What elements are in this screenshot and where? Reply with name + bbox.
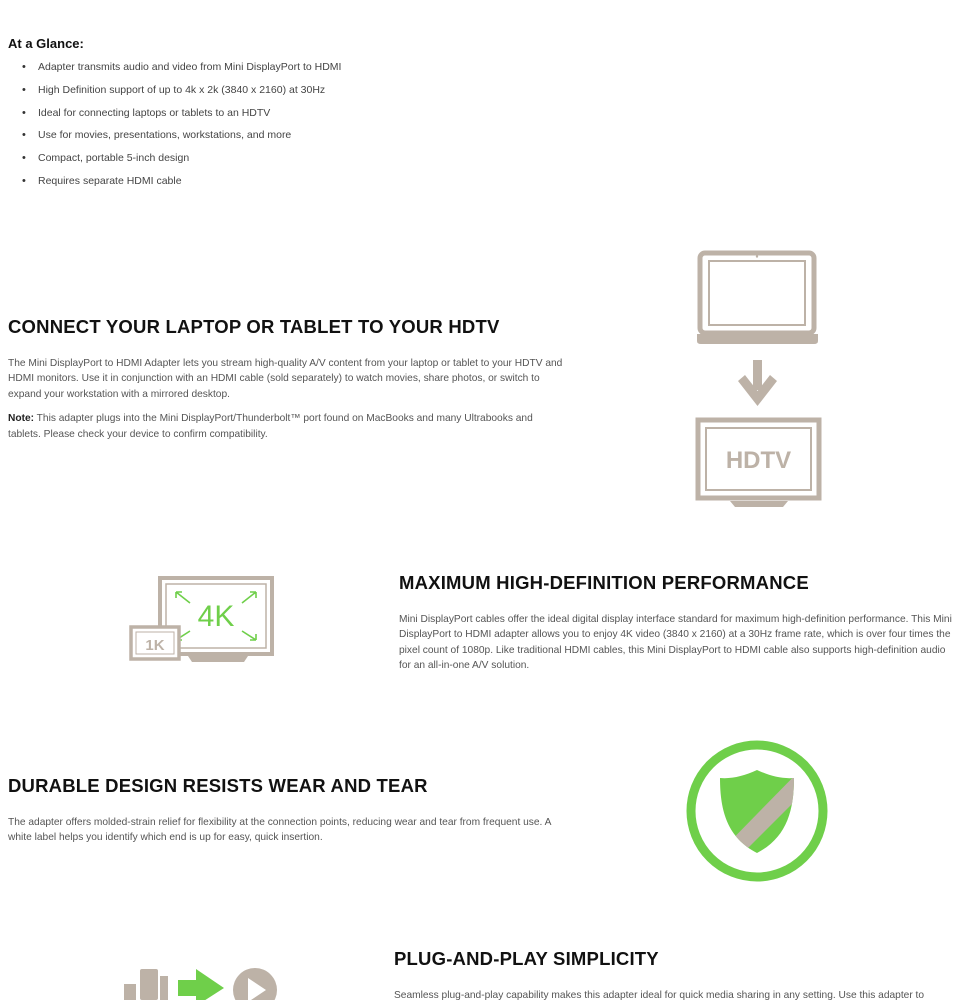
plug-icon <box>124 969 168 1000</box>
down-arrow-icon <box>738 360 777 406</box>
durable-body: The adapter offers molded-strain relief for flexibility at the connection points, reducing wear and tear from frequent use. A white label helps you identify which end is up for easy, quick insertion. <box>8 817 551 844</box>
glance-item: • Ideal for connecting laptops or tablets to an HDTV <box>22 107 568 119</box>
1k-tablet-icon <box>131 627 179 659</box>
connect-section <box>8 316 563 451</box>
plug-section <box>394 948 954 1000</box>
1k-label: 1K <box>145 637 165 654</box>
glance-item: • Compact, portable 5-inch design <box>22 152 568 164</box>
note-label: Note: <box>8 413 35 425</box>
glance-item: • Adapter transmits audio and video from Mini DisplayPort to HDMI <box>22 61 568 73</box>
shield-icon <box>691 745 823 877</box>
right-arrow-icon <box>178 969 224 1000</box>
performance-title: MAXIMUM HIGH-DEFINITION PERFORMANCE <box>399 572 809 593</box>
shield-graphic <box>684 738 830 884</box>
performance-section <box>399 572 954 683</box>
connect-body: The Mini DisplayPort to HDMI Adapter lets you stream high-quality A/V content from your laptop or tablet to your HDTV and HDMI monitors. Use it in conjunction with an HDMI cable (sold separately) to watch movies, share photos, or switch to expand your workstation with a mirrored desktop. <box>8 358 563 400</box>
plug-body: Seamless plug-and-play capability makes this adapter ideal for quick media sharing in any setting. Use this adapter to <box>394 990 925 1000</box>
note-text: This adapter plugs into the Mini DisplayPort/Thunderbolt™ port found on MacBooks and many Ultrabooks and tablets. Please check your device to confirm compatibility. <box>8 413 533 440</box>
laptop-to-hdtv-graphic <box>690 248 830 510</box>
4k-label: 4K <box>197 600 235 633</box>
performance-body: Mini DisplayPort cables offer the ideal digital display interface standard for maximum high-definition performance. This Mini DisplayPort to HDMI adapter allows you to enjoy 4K video (3840 x 2160) at a 30Hz frame rate, which is over four times the pixel count of 1080p. Like traditional HDMI cables, this Mini DisplayPort to HDMI cable also supports high-definition audio for an all-in-one A/V solution. <box>399 614 952 672</box>
hdtv-label: HDTV <box>725 447 792 474</box>
laptop-icon <box>697 253 818 344</box>
plug-play-graphic <box>120 964 282 1000</box>
durable-title: DURABLE DESIGN RESISTS WEAR AND TEAR <box>8 775 428 796</box>
at-a-glance <box>8 36 568 198</box>
glance-item: • High Definition support of up to 4k x 2k (3840 x 2160) at 30Hz <box>22 84 568 96</box>
durable-section <box>8 775 553 855</box>
glance-item: • Requires separate HDMI cable <box>22 175 568 187</box>
hdtv-icon <box>698 420 819 507</box>
glance-list <box>8 61 568 187</box>
connect-title: CONNECT YOUR LAPTOP OR TABLET TO YOUR HDTV <box>8 316 500 337</box>
glance-item: • Use for movies, presentations, workstations, and more <box>22 129 568 141</box>
connect-note <box>8 411 563 442</box>
play-icon <box>233 968 277 1000</box>
4k-graphic <box>128 574 278 666</box>
plug-title: PLUG-AND-PLAY SIMPLICITY <box>394 948 659 969</box>
glance-title: At a Glance: <box>8 36 84 51</box>
